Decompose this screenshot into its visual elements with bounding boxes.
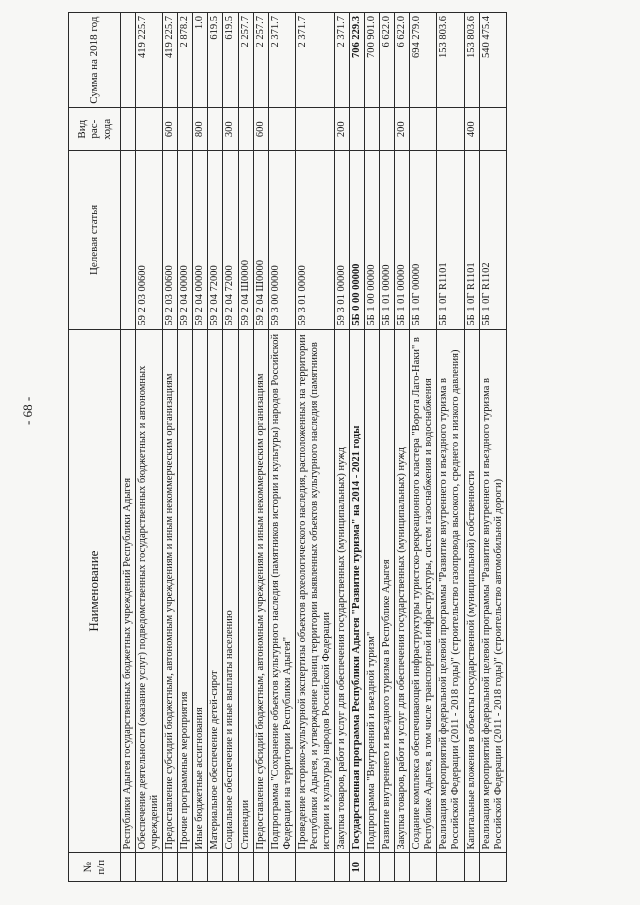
cell-sum: 419 225.7 <box>163 13 178 108</box>
cell-code: 59 2 03 00600 <box>136 151 163 330</box>
table-row <box>350 13 365 882</box>
cell-name: Реализация мероприятий федеральной целевой программы "Развитие внутреннего и въездного туризма в Российской Федерации (2011 - 2018 годы)" (строительство автомобильной дороги) <box>479 329 506 853</box>
cell-code: 59 2 03 00600 <box>163 151 178 330</box>
cell-num <box>380 853 395 882</box>
cell-code: 59 2 04 72000 <box>223 151 238 330</box>
cell-code: 5Б 1 01 00000 <box>395 151 410 330</box>
cell-code: 59 2 04 72000 <box>208 151 223 330</box>
cell-name: Развитие внутреннего и въездного туризма в Республике Адыгея <box>380 329 395 853</box>
cell-code <box>121 151 136 330</box>
cell-num: 10 <box>350 853 365 882</box>
cell-name: Создание комплекса обеспечивающей инфраструктуры туристско-рекреационного кластера "Ворота Лаго-Наки" в Республике Адыгея, в том числе транспортной инфраструктуры, систем газоснабжения и водоснабжения <box>410 329 437 853</box>
cell-vid <box>410 108 437 151</box>
cell-num <box>208 853 223 882</box>
header-sum: Сумма на 2018 год <box>69 13 121 108</box>
cell-vid <box>238 108 253 151</box>
table-row <box>365 13 380 882</box>
cell-name: Материальное обеспечение детей-сирот <box>208 329 223 853</box>
table-row <box>268 13 295 882</box>
cell-num <box>464 853 479 882</box>
cell-code: 59 3 01 00000 <box>295 151 334 330</box>
cell-vid <box>295 108 334 151</box>
cell-num <box>395 853 410 882</box>
cell-name: Республики Адыгея государственных бюджетных учреждений Республики Адыгея <box>121 329 136 853</box>
table-row <box>410 13 437 882</box>
cell-vid <box>136 108 163 151</box>
cell-vid <box>268 108 295 151</box>
cell-num <box>479 853 506 882</box>
cell-sum: 6 622.0 <box>380 13 395 108</box>
cell-sum: 619.5 <box>208 13 223 108</box>
rotated-table-container <box>68 12 613 882</box>
cell-vid <box>365 108 380 151</box>
table-row <box>121 13 136 882</box>
table-row <box>395 13 410 882</box>
table-row <box>253 13 268 882</box>
table-row <box>223 13 238 882</box>
cell-vid: 600 <box>253 108 268 151</box>
cell-code: 59 2 04 Ш0000 <box>253 151 268 330</box>
cell-sum: 2 371.7 <box>295 13 334 108</box>
cell-vid <box>437 108 464 151</box>
header-num: № п/п <box>69 853 121 882</box>
cell-num <box>163 853 178 882</box>
cell-name: Закупка товаров, работ и услуг для обеспечения государственных (муниципальных) нужд <box>334 329 349 853</box>
cell-num <box>238 853 253 882</box>
header-code: Целевая статья <box>69 151 121 330</box>
cell-name: Прочие программные мероприятия <box>178 329 193 853</box>
cell-num <box>253 853 268 882</box>
cell-code: 59 3 00 00000 <box>268 151 295 330</box>
cell-name: Иные бюджетные ассигнования <box>193 329 208 853</box>
cell-code: 5Б 1 0Г 00000 <box>410 151 437 330</box>
cell-code: 5Б 1 0Г R1102 <box>479 151 506 330</box>
cell-name: Подпрограмма "Сохранение объектов культурного наследия (памятников истории и культуры) народов Российской Федерации на территории Республики Адыгея" <box>268 329 295 853</box>
cell-name: Закупка товаров, работ и услуг для обеспечения государственных (муниципальных) нужд <box>395 329 410 853</box>
table-row <box>464 13 479 882</box>
cell-vid: 600 <box>163 108 178 151</box>
table-row <box>208 13 223 882</box>
table-row <box>437 13 464 882</box>
cell-name: Предоставление субсидий бюджетным, автономным учреждениям и иным некоммерческим организациям <box>163 329 178 853</box>
table-row <box>380 13 395 882</box>
cell-num <box>295 853 334 882</box>
cell-num <box>223 853 238 882</box>
cell-code: 5Б 1 0Г R1101 <box>437 151 464 330</box>
cell-vid <box>178 108 193 151</box>
cell-num <box>410 853 437 882</box>
cell-sum: 694 279.0 <box>410 13 437 108</box>
cell-name: Социальное обеспечение и иные выплаты населению <box>223 329 238 853</box>
cell-code: 5Б 1 01 00000 <box>380 151 395 330</box>
cell-code: 59 2 04 00000 <box>193 151 208 330</box>
table-row <box>238 13 253 882</box>
cell-code: 5Б 1 00 00000 <box>365 151 380 330</box>
table-row <box>178 13 193 882</box>
cell-sum: 2 371.7 <box>334 13 349 108</box>
cell-name: Реализация мероприятий федеральной целевой программы "Развитие внутреннего и въездного туризма в Российской Федерации (2011 - 2018 годы)" (строительство газопровода высокого, среднего и низкого давления) <box>437 329 464 853</box>
cell-code: 59 2 04 Ш0000 <box>238 151 253 330</box>
cell-num <box>437 853 464 882</box>
cell-sum: 153 803.6 <box>437 13 464 108</box>
table-body <box>121 13 507 882</box>
cell-vid: 200 <box>334 108 349 151</box>
table-row <box>295 13 334 882</box>
cell-name: Предоставление субсидий бюджетным, автономным учреждениям и иным некоммерческим организациям <box>253 329 268 853</box>
cell-name: Подпрограмма "Внутренний и въездной туризм" <box>365 329 380 853</box>
cell-num <box>268 853 295 882</box>
page-number: - 68 - <box>20 396 35 425</box>
table-row <box>479 13 506 882</box>
cell-sum: 1.0 <box>193 13 208 108</box>
cell-name: Стипендии <box>238 329 253 853</box>
table-row <box>163 13 178 882</box>
cell-code: 59 3 01 00000 <box>334 151 349 330</box>
cell-vid <box>121 108 136 151</box>
table-header-row <box>69 13 121 882</box>
cell-num <box>334 853 349 882</box>
cell-vid: 300 <box>223 108 238 151</box>
cell-sum <box>121 13 136 108</box>
cell-code: 59 2 04 00000 <box>178 151 193 330</box>
cell-sum: 619.5 <box>223 13 238 108</box>
cell-vid <box>208 108 223 151</box>
cell-sum: 2 257.7 <box>238 13 253 108</box>
cell-sum: 2 878.2 <box>178 13 193 108</box>
table-row <box>193 13 208 882</box>
cell-vid: 200 <box>395 108 410 151</box>
table-row <box>334 13 349 882</box>
cell-vid <box>380 108 395 151</box>
cell-vid <box>479 108 506 151</box>
cell-num <box>365 853 380 882</box>
cell-name: Государственная программа Республики Адыгея "Развитие туризма" на 2014 - 2021 годы <box>350 329 365 853</box>
header-vid: Вид рас-хода <box>69 108 121 151</box>
cell-sum: 419 225.7 <box>136 13 163 108</box>
cell-num <box>121 853 136 882</box>
budget-table <box>68 12 507 882</box>
cell-sum: 540 475.4 <box>479 13 506 108</box>
cell-name: Капитальные вложения в объекты государственной (муниципальной) собственности <box>464 329 479 853</box>
table-row <box>136 13 163 882</box>
cell-name: Обеспечение деятельности (оказание услуг) подведомственных государственных бюджетных и автономных учреждений <box>136 329 163 853</box>
cell-vid: 400 <box>464 108 479 151</box>
header-name: Наименование <box>69 329 121 853</box>
cell-sum: 153 803.6 <box>464 13 479 108</box>
cell-sum: 700 901.0 <box>365 13 380 108</box>
cell-code: 5Б 1 0Г R1101 <box>464 151 479 330</box>
cell-name: Проведение историко-культурной экспертизы объектов археологического наследия, расположенных на территории Республики Адыгея, и утверждение границ территории выявленных объектов культурного наследия (памятников истории и культуры) народов Российской Федерации <box>295 329 334 853</box>
cell-sum: 2 371.7 <box>268 13 295 108</box>
cell-num <box>178 853 193 882</box>
cell-num <box>193 853 208 882</box>
cell-vid: 800 <box>193 108 208 151</box>
cell-sum: 6 622.0 <box>395 13 410 108</box>
cell-vid <box>350 108 365 151</box>
cell-num <box>136 853 163 882</box>
cell-sum: 706 229.3 <box>350 13 365 108</box>
cell-code: 5Б 0 00 00000 <box>350 151 365 330</box>
cell-sum: 2 257.7 <box>253 13 268 108</box>
